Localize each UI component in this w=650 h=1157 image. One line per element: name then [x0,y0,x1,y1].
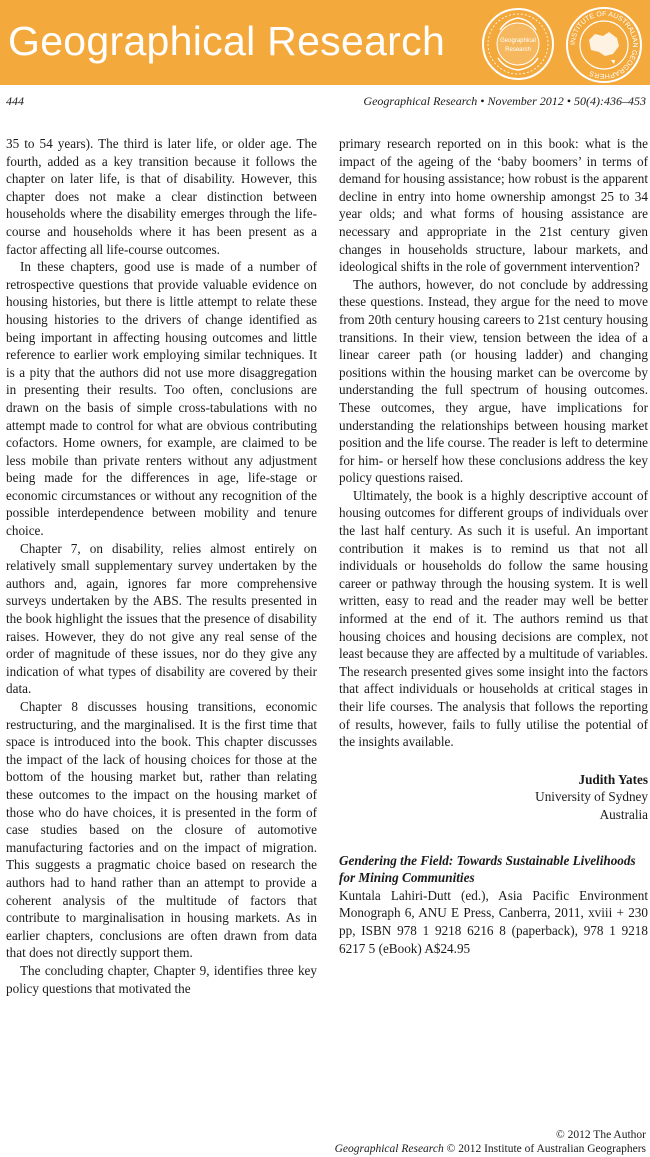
paragraph: The authors, however, do not conclude by addressing these questions. Instead, they argue for the need to move from 20th century housing careers to 21st century housing transitions. In their view, tension between the idea of a linear career path (or housing ladder) and changing positions within the housing market can be overcome by understanding the full spectrum of housing outcomes. These outcomes, they argue, have implications for understanding the relationships between housing market position and the life course. The reader is left to determine for him- or herself how these conclusions address the key policy questions raised. [339,276,648,486]
footer-journal-name: Geographical Research [334,1143,444,1155]
footer-journal-copyright [335,1142,646,1156]
journal-citation: Geographical Research • November 2012 • 50(4):436–453 [363,94,646,108]
reviewer-country: Australia [599,806,648,822]
paragraph: The concluding chapter, Chapter 9, identifies three key policy questions that motivated the [6,962,317,996]
journal-title: Geographical Research [8,18,446,64]
institute-ring-text: INSTITUTE OF AUSTRALIAN GEOGRAPHERS [569,10,639,80]
page-footer [335,1128,646,1156]
running-header [0,94,650,110]
seal-text-bottom: Research [505,47,531,53]
next-review-details: Kuntala Lahiri-Dutt (ed.), Asia Pacific Environment Monograph 6, ANU E Press, Canberra, 2011, xviii + 230 pp, ISBN 978 1 9218 6216 8 (paperback), 978 1 9218 6217 5 (eBook) A$24.95 [339,887,648,956]
paragraph: Chapter 8 discusses housing transitions, economic restructuring, and the marginalised. It is the first time that space is introduced into the book. This chapter discusses the impact of the lack of housing choices for those at the bottom of the housing market but, rather than relating these outcomes to the impact on the housing market of those who do have choices, it is presented in the form of case studies based on the closure of automotive manufacturing factories and on the impact of migration. This suggests a pragmatic choice based on research the authors had to hand rather than an attempt to provide a coherent analysis of the multitude of factors that contribute to marginalisation in housing markets. As in earlier chapters, conclusions are often drawn from data that does not directly support them. [6,699,317,961]
institute-seal-icon [565,6,643,84]
paragraph: Chapter 7, on disability, relies almost entirely on relatively small supplementary survey undertaken by the authors and, again, ignores far more comprehensive surveys undertaken by the ABS. The results presented in the book highlight the issues that the presence of disability raises. However, they do not give any real sense of the order of magnitude of these issues, nor do they give any indication of what types of disability are covered by their data. [6,540,317,697]
seal-text-top: Geographical [500,38,536,44]
paragraph: In these chapters, good use is made of a number of retrospective questions that provide valuable evidence on housing histories, but there is little attempt to relate these housing histories to the drivers of change identified as being important in affecting housing outcomes and little reference to earlier work employing similar techniques. It is a pity that the authors did not use more disaggregation in presenting their results. Too often, conclusions are drawn on the basis of simple cross-tabulations with no attempt made to control for what are obvious contributing cofactors. Home owners, for example, are claimed to be less mobile than private renters without any adjustment being made for the differences in age, life-stage or economic circumstances or without any recognition of the possible interdependence between mobility and tenure choice. [6,259,317,539]
reviewer-affiliation: University of Sydney [535,789,648,805]
paragraph: primary research reported on in this book: what is the impact of the ageing of the ‘baby boomers’ in terms of demand for housing assistance; how robust is the apparent decline in entry into home ownership amongst 25 to 34 year olds; and what forms of housing assistance are necessary and appropriate in the 21st century given changes in households structure, labour markets, and ideological shifts in the role of government intervention? [339,136,648,275]
paragraph: 35 to 54 years). The third is later life, or older age. The fourth, added as a key transition because it follows the chapter on later life, is that of disability. However, this chapter does not make a clear distinction between households where the disability emerges through the life-course and households where it has been present as a factor affecting all life-course outcomes. [6,136,317,257]
paragraph: Ultimately, the book is a highly descriptive account of housing outcomes for different groups of individuals over the last half century. As such it is useful. An important contribution it makes is to remind us that not all individuals or households do follow the same housing career or pathway through the housing system. It is well written, easy to read and the reader may well be better informed at the end of it. The authors remind us that housing choices and housing decisions are complex, not least because they are affected by a multitude of variables. The research presented gives some insight into the factors that affect individuals or households at critical stages in their life courses. The analysis that follows the reporting of results, however, fails to fully utilise the potential of the insights available. [339,487,648,750]
left-column [6,135,317,997]
page-number: 444 [6,94,24,108]
reviewer-signature [339,771,648,824]
right-column [339,135,648,957]
next-review-title: Gendering the Field: Towards Sustainable Livelihoods for Mining Communities [339,852,636,886]
footer-institute: © 2012 Institute of Australian Geographers [443,1143,646,1155]
journal-seal-icon [480,6,556,82]
footer-author-copyright: © 2012 The Author [556,1129,646,1141]
reviewer-name: Judith Yates [578,771,648,787]
journal-banner [0,0,650,85]
